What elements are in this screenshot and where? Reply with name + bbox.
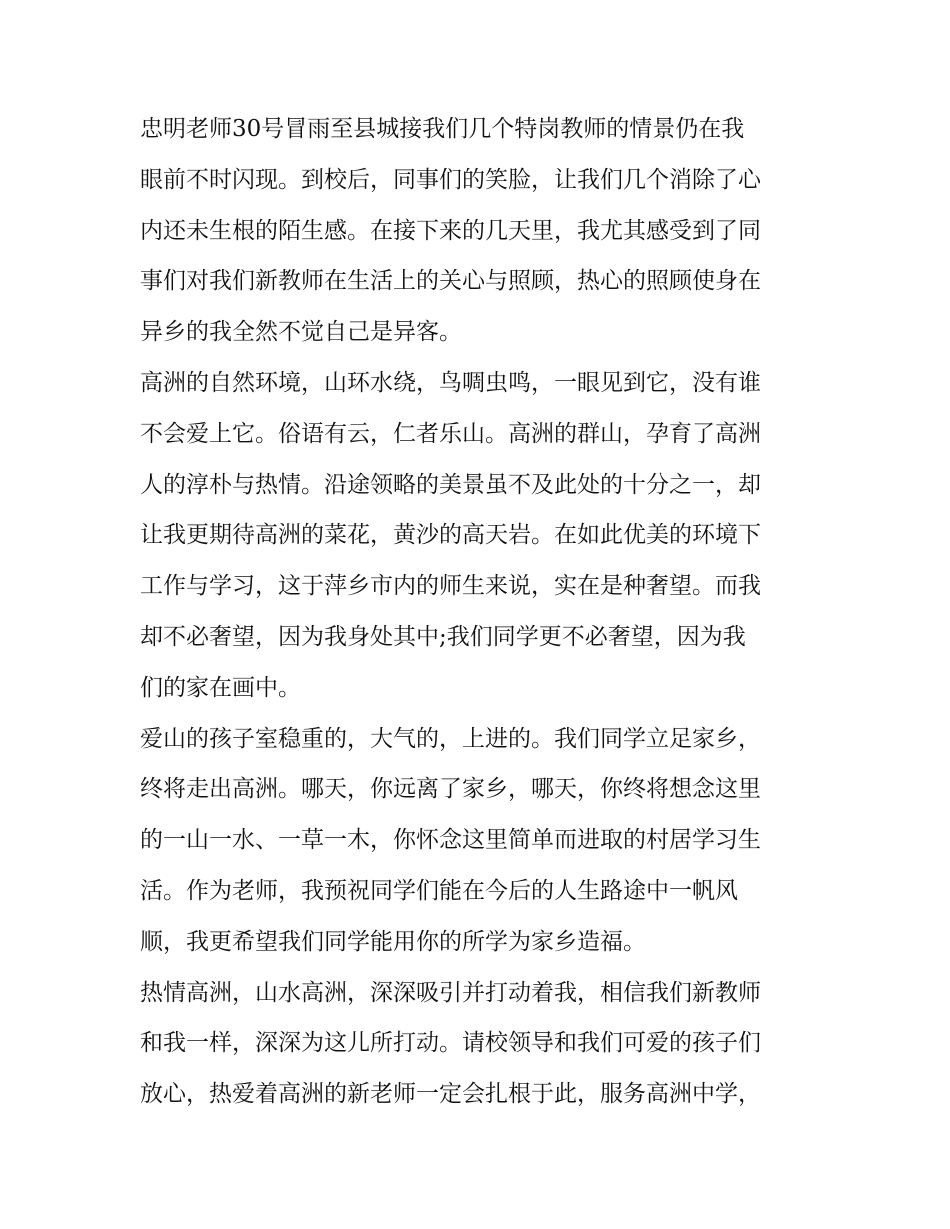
text-line: 们的家在画中。 (140, 674, 301, 701)
text-line: 放心，热爱着高洲的新老师一定会扎根于此，服务高洲中学， (140, 1081, 761, 1108)
text-line: 工作与学习，这于萍乡市内的师生来说，实在是种奢望。而我 (140, 573, 761, 600)
text-line: 让我更期待高洲的菜花，黄沙的高天岩。在如此优美的环境下 (140, 522, 761, 549)
text-line: 终将走出高洲。哪天，你远离了家乡，哪天，你终将想念这里 (140, 776, 761, 803)
text-line: 事们对我们新教师在生活上的关心与照顾，热心的照顾使身在 (140, 268, 761, 295)
text-line: 不会爱上它。俗语有云，仁者乐山。高洲的群山，孕育了高洲 (140, 420, 761, 447)
text-line: 忠明老师30号冒雨至县城接我们几个特岗教师的情景仍在我 (140, 116, 745, 142)
text-line: 爱山的孩子室稳重的，大气的，上进的。我们同学立足家乡， (140, 725, 761, 752)
text-line: 人的淳朴与热情。沿途领略的美景虽不及此处的十分之一，却 (140, 471, 761, 498)
text-line: 和我一样，深深为这儿所打动。请校领导和我们可爱的孩子们 (140, 1030, 761, 1057)
text-line: 却不必奢望，因为我身处其中;我们同学更不必奢望，因为我 (140, 623, 746, 650)
text-line: 顺，我更希望我们同学能用你的所学为家乡造福。 (140, 928, 646, 955)
text-line: 活。作为老师，我预祝同学们能在今后的人生路途中一帆风 (140, 877, 738, 904)
text-line: 的一山一水、一草一木，你怀念这里简单而进取的村居学习生 (140, 827, 761, 854)
text-line: 异乡的我全然不觉自己是异客。 (140, 319, 462, 346)
text-line: 高洲的自然环境，山环水绕，鸟啁虫鸣，一眼见到它，没有谁 (140, 369, 761, 396)
text-line: 热情高洲，山水高洲，深深吸引并打动着我，相信我们新教师 (140, 979, 761, 1006)
document-body (140, 104, 820, 1120)
text-line: 眼前不时闪现。到校后，同事们的笑脸，让我们几个消除了心 (140, 166, 761, 193)
text-line: 内还未生根的陌生感。在接下来的几天里，我尤其感受到了同 (140, 217, 761, 244)
